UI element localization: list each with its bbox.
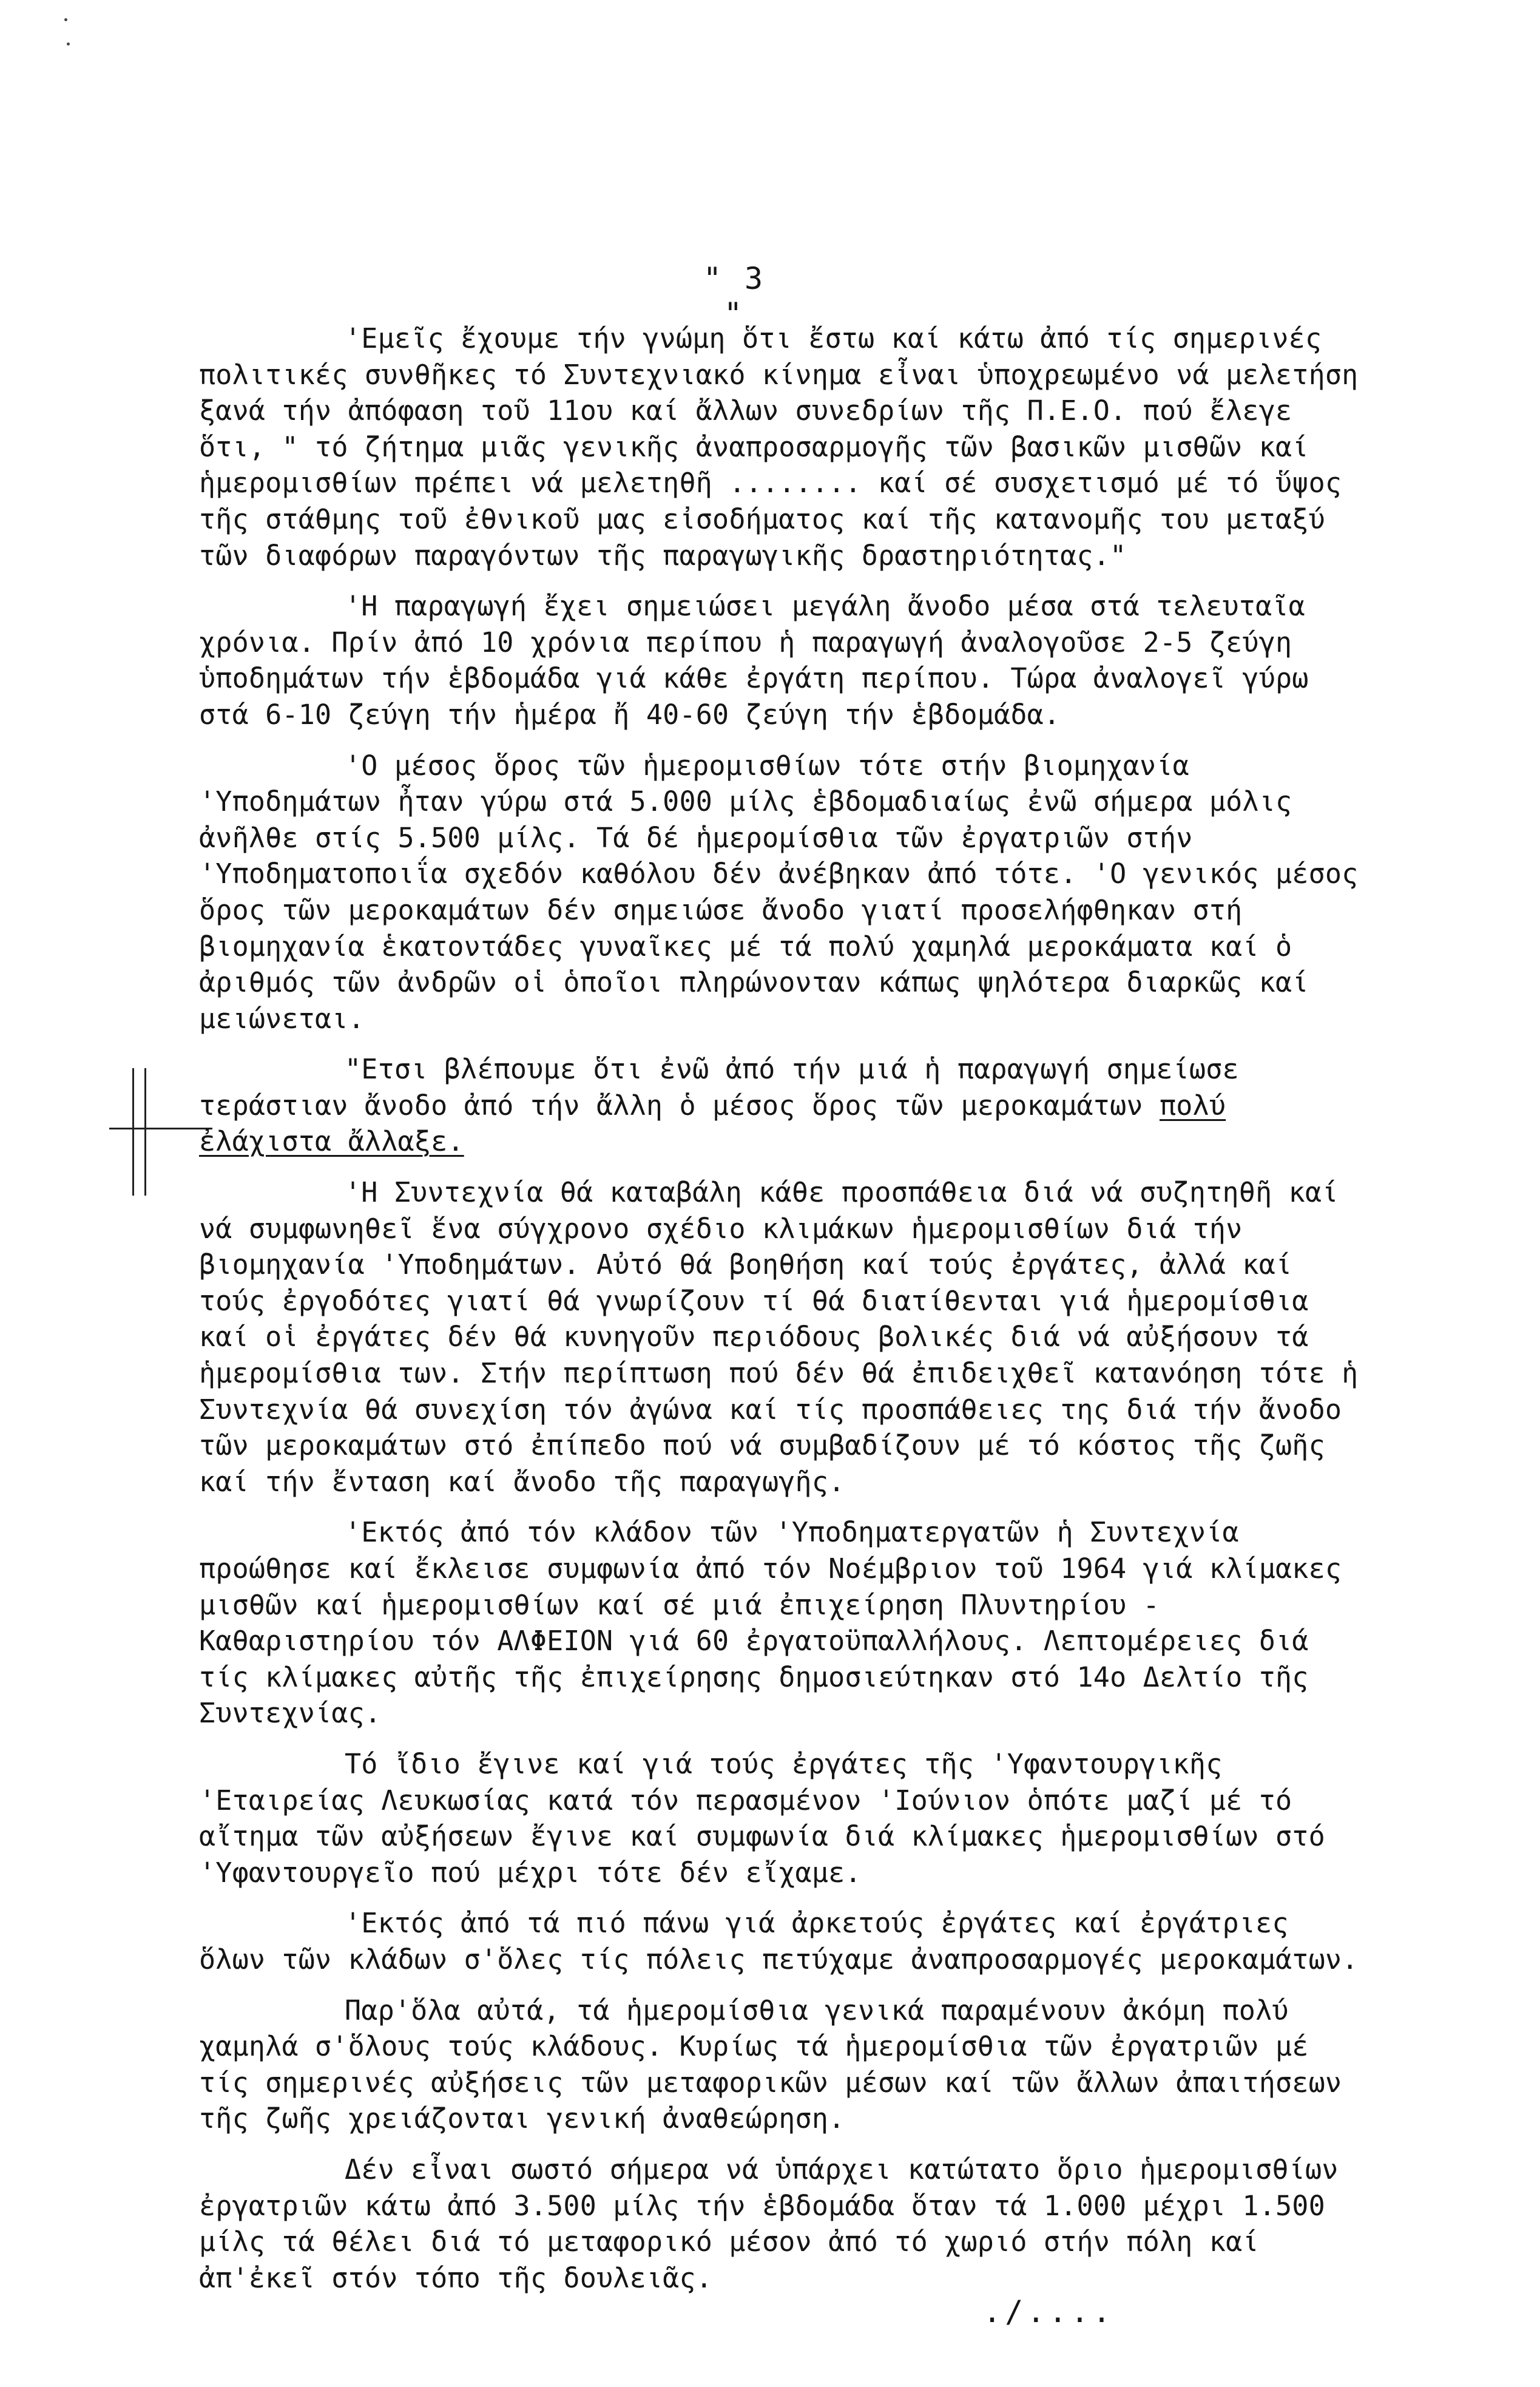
paragraph: 'Η Συντεχνία θά καταβάλη κάθε προσπάθεια διά νά συζητηθῆ καί νά συμφωνηθεῖ ἕνα σύγχρονο σχέδιο κλιμάκων ἡμερομισθίων διά τήν βιομηχανία 'Υποδημάτων. Αὐτό θά βοηθήση καί τούς ἐργάτες, ἀλλά καί τούς ἐργοδότες γιατί θά γνωρίζουν τί θά διατίθενται γιά ἡμερομίσθια καί οἱ ἐργάτες δέν θά κυνηγοῦν περιόδους βολικές διά νά αὐξήσουν τά ἡμερομίσθια των. Στήν περίπτωση πού δέν θά ἐπιδειχθεῖ κατανόηση τότε ἡ Συντεχνία θά συνεχίση τόν ἀγώνα καί τίς προσπάθειες της διά τήν ἄνοδο τῶν μεροκαμάτων στό ἐπίπεδο πού νά συμβαδίζουν μέ τό κόστος τῆς ζωῆς καί τήν ἔνταση καί ἄνοδο τῆς παραγωγῆς.: [199, 1176, 1359, 1498]
paragraph: 'Ο μέσος ὅρος τῶν ἡμερομισθίων τότε στήν βιομηχανία 'Υποδημάτων ἦταν γύρω στά 5.000 μίλς ἑβδομαδιαίως ἐνῶ σήμερα μόλις ἀνῆλθε στίς 5.500 μίλς. Τά δέ ἡμερομίσθια τῶν ἐργατριῶν στήν 'Υποδηματοποιΐα σχεδόν καθόλου δέν ἀνέβηκαν ἀπό τότε. 'Ο γενικός μέσος ὅρος τῶν μεροκαμάτων δέν σημειώσε ἄνοδο γιατί προσελήφθηκαν στή βιομηχανία ἑκατοντάδες γυναῖκες μέ τά πολύ χαμηλά μεροκάματα καί ὁ ἀριθμός τῶν ἀνδρῶν οἱ ὁποῖοι πληρώνονταν κάπως ψηλότερα διαρκῶς καί μειώνεται.: [199, 749, 1359, 1035]
paragraph: [199, 1051, 1364, 1160]
paragraph: 'Εμεῖς ἔχουμε τήν γνώμη ὅτι ἔστω καί κάτω ἀπό τίς σημερινές πολιτικές συνθῆκες τό Συντεχνιακό κίνημα εἶναι ὑποχρεωμένο νά μελετήση ξανά τήν ἀπόφαση τοῦ 11ου καί ἄλλων συνεδρίων τῆς Π.Ε.Ο. πού ἔλεγε ὅτι, " τό ζήτημα μιᾶς γενικῆς ἀναπροσαρμογῆς τῶν βασικῶν μισθῶν καί ἡμερομισθίων πρέπει νά μελετηθῆ ........ καί σέ συσχετισμό μέ τό ὕψος τῆς στάθμης τοῦ ἐθνικοῦ μας εἰσοδήματος καί τῆς κατανομῆς του μεταξύ τῶν διαφόρων παραγόντων τῆς παραγωγικῆς δραστηριότητας.": [199, 322, 1359, 572]
paragraph: 'Η παραγωγή ἔχει σημειώσει μεγάλη ἄνοδο μέσα στά τελευταῖα χρόνια. Πρίν ἀπό 10 χρόνια περίπου ἡ παραγωγή ἀναλογοῦσε 2-5 ζεύγη ὑποδημάτων τήν ἑβδομάδα γιά κάθε ἐργάτη περίπου. Τώρα ἀναλογεῖ γύρω στά 6-10 ζεύγη τήν ἡμέρα ἤ 40-60 ζεύγη τήν ἑβδομάδα.: [199, 590, 1309, 731]
paragraph-text: "Ετσι βλέπουμε ὅτι ἐνῶ ἀπό τήν μιά ἡ παραγωγή σημείωσε τεράστιαν ἄνοδο ἀπό τήν ἄλλη ὁ μέσος ὅρος τῶν μεροκαμάτων: [199, 1053, 1239, 1122]
document-body: [199, 320, 1364, 2311]
paragraph: Παρ'ὅλα αὐτά, τά ἡμερομίσθια γενικά παραμένουν ἀκόμη πολύ χαμηλά σ'ὅλους τούς κλάδους. Κυρίως τά ἡμερομίσθια τῶν ἐργατριῶν μέ τίς σημερινές αὐξήσεις τῶν μεταφορικῶν μέσων καί τῶν ἄλλων ἀπαιτήσεων τῆς ζωῆς χρειάζονται γενική ἀναθεώρηση.: [199, 1994, 1342, 2135]
paragraph: Δέν εἶναι σωστό σήμερα νά ὑπάρχει κατώτατο ὅριο ἡμερομισθίων ἐργατριῶν κάτω ἀπό 3.500 μίλς τήν ἑβδομάδα ὅταν τά 1.000 μέχρι 1.500 μίλς τά θέλει διά τό μεταφορικό μέσον ἀπό τό χωριό στήν πόλη καί ἀπ'ἐκεῖ στόν τόπο τῆς δουλειᾶς.: [199, 2153, 1339, 2294]
underlined-phrase: πολύ ἐλάχιστα ἄλλαξε.: [199, 1089, 1226, 1158]
continuation-mark: ./....: [983, 2294, 1115, 2329]
margin-annotation-mark: [109, 1068, 212, 1196]
paragraph: 'Εκτός ἀπό τόν κλάδον τῶν 'Υποδηματεργατῶν ἡ Συντεχνία προώθησε καί ἔκλεισε συμφωνία ἀπό τόν Νοέμβριον τοῦ 1964 γιά κλίμακες μισθῶν καί ἡμερομισθίων καί σέ μιά ἐπιχείρηση Πλυντηρίου - Καθαριστηρίου τόν ΑΛΦΕΙΟΝ γιά 60 ἐργατοϋπαλλήλους. Λεπτομέρειες διά τίς κλίμακες αὐτῆς τῆς ἐπιχείρησης δημοσιεύτηκαν στό 14ο Δελτίο τῆς Συντεχνίας.: [199, 1516, 1342, 1730]
page-number: " 3 ": [703, 261, 766, 331]
paragraph: 'Εκτός ἀπό τά πιό πάνω γιά ἀρκετούς ἐργάτες καί ἐργάτριες ὅλων τῶν κλάδων σ'ὅλες τίς πόλεις πετύχαμε ἀναπροσαρμογές μεροκαμάτων.: [199, 1907, 1359, 1976]
scan-speck: [64, 18, 67, 21]
scan-speck: [67, 42, 70, 46]
paragraph: Τό ἴδιο ἔγινε καί γιά τούς ἐργάτες τῆς 'Υφαντουργικῆς 'Εταιρείας Λευκωσίας κατά τόν περασμένον 'Ιούνιον ὁπότε μαζί μέ τό αἴτημα τῶν αὐξήσεων ἔγινε καί συμφωνία διά κλίμακες ἡμερομισθίων στό 'Υφαντουργεῖο πού μέχρι τότε δέν εἴχαμε.: [199, 1747, 1325, 1889]
